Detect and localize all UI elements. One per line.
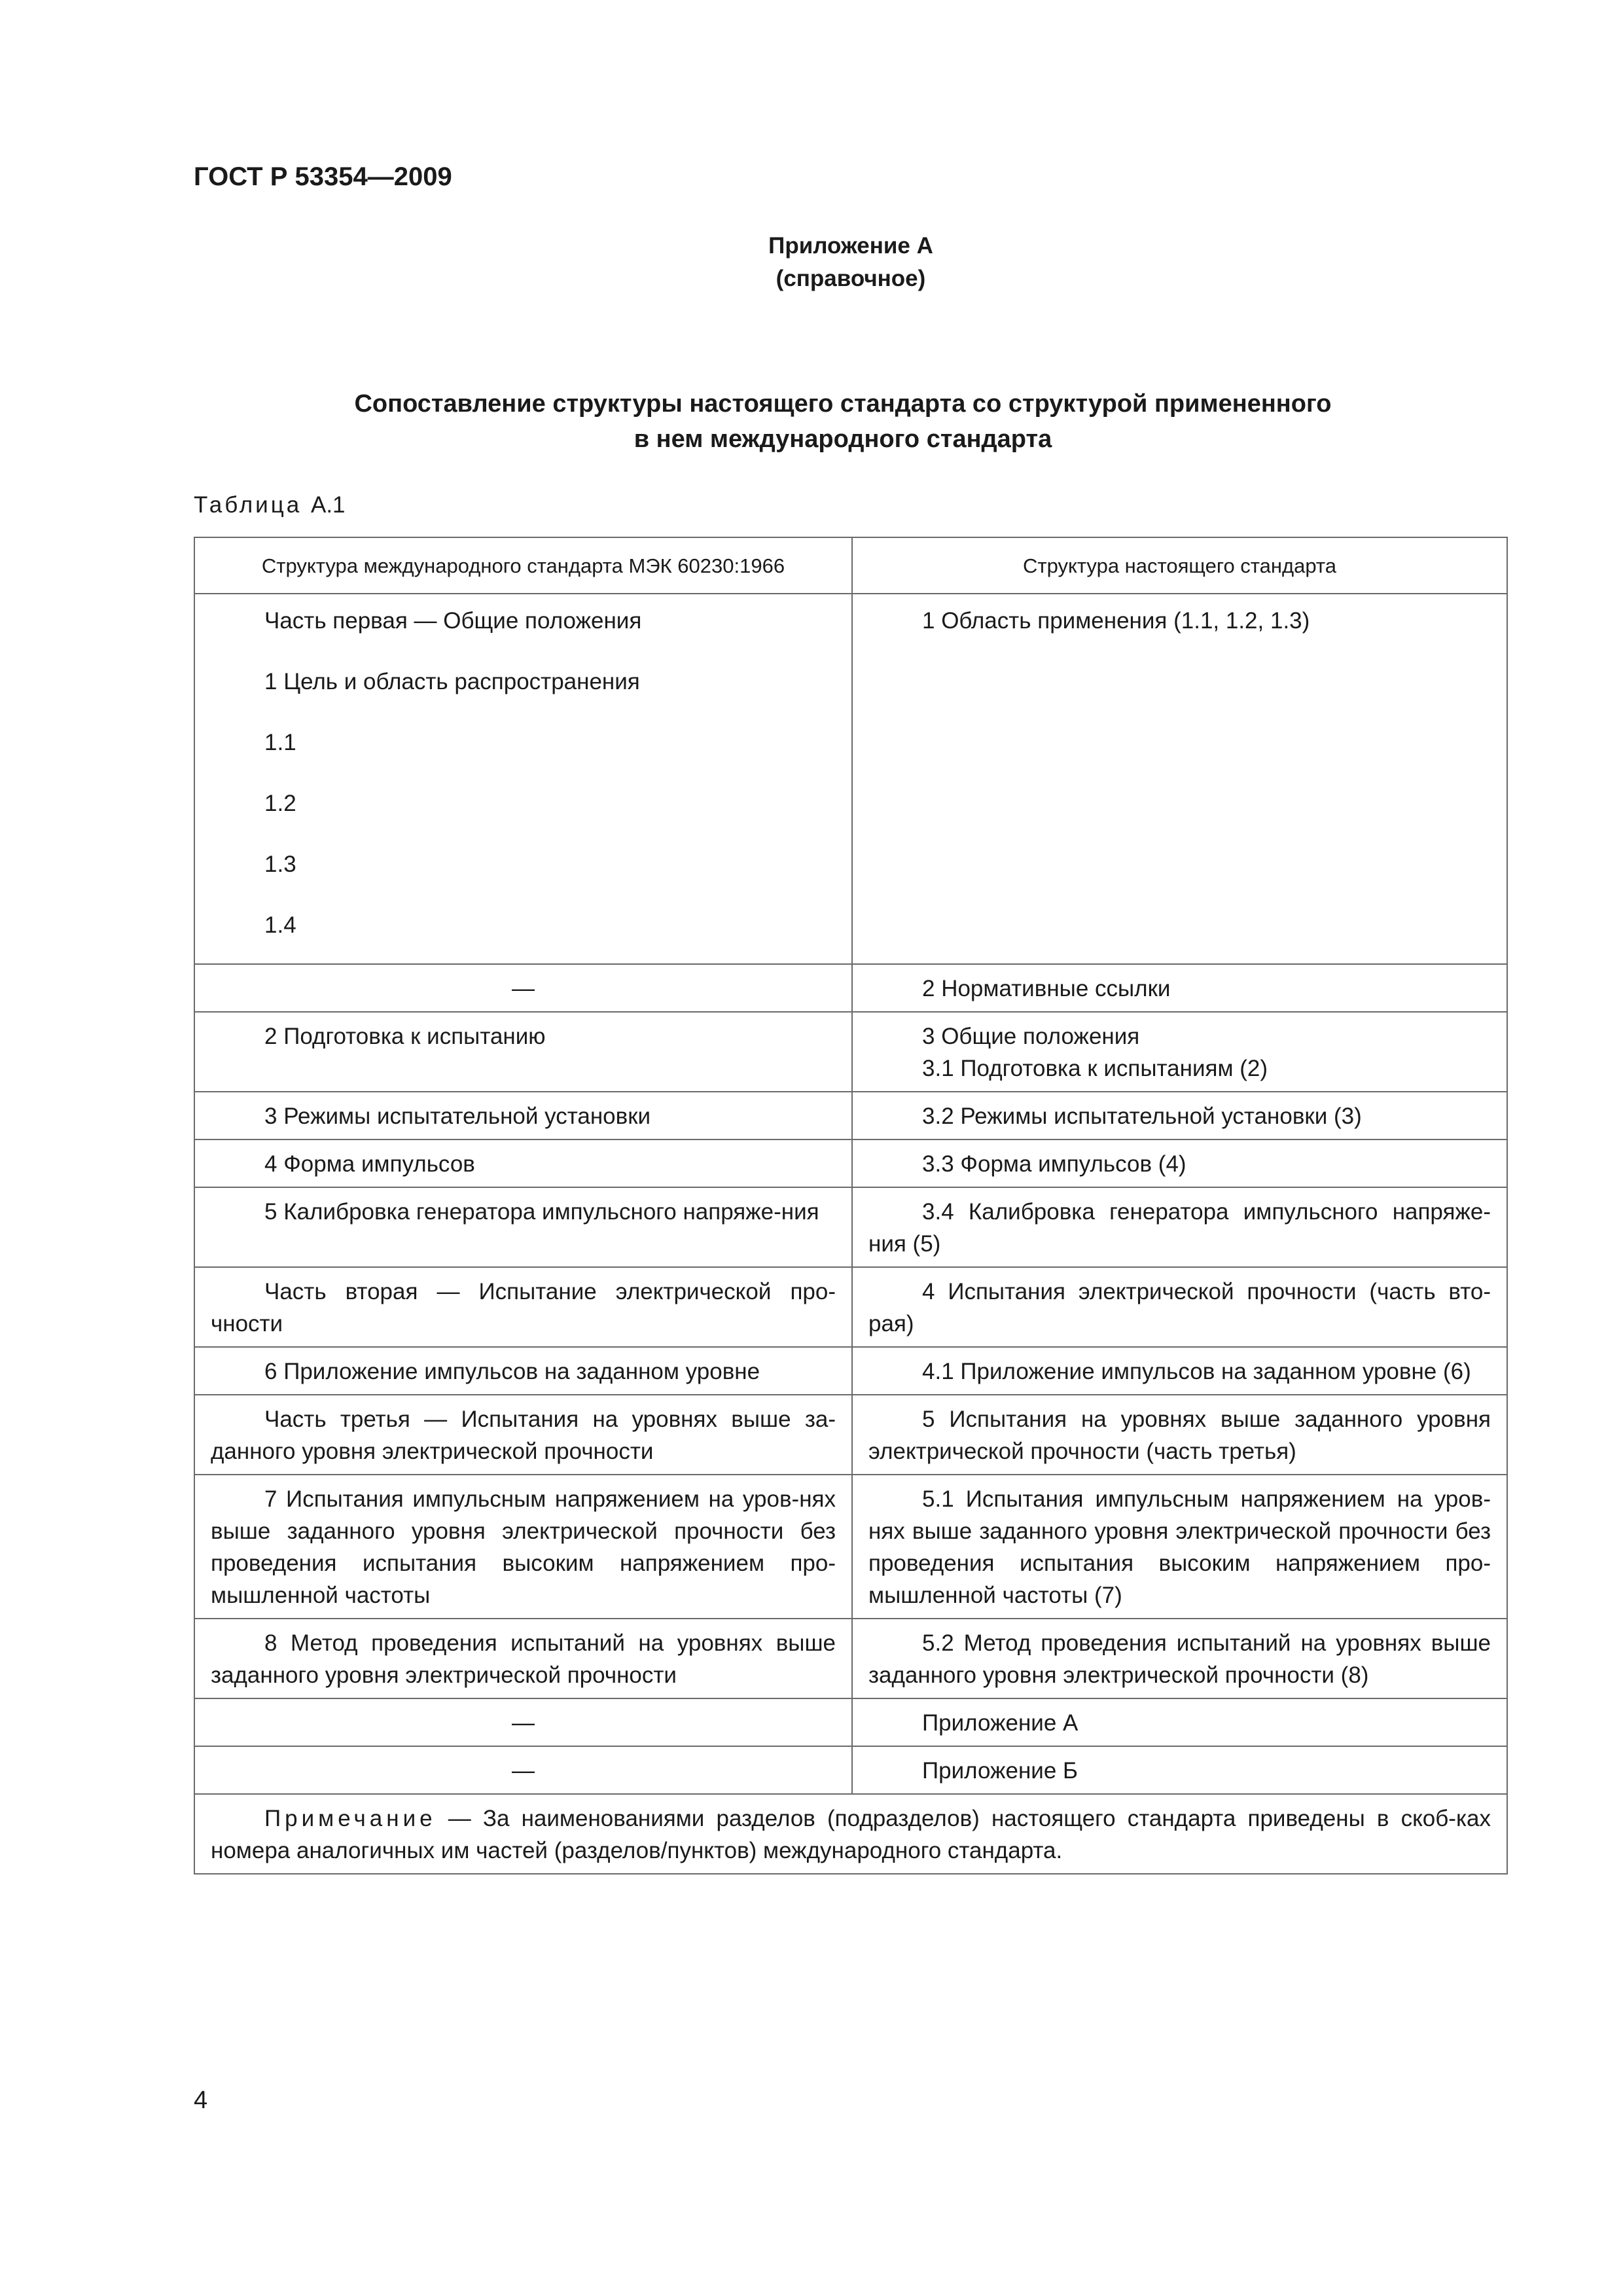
cell-line: 4 Форма импульсов	[264, 1151, 475, 1177]
table-cell-left: 7 Испытания импульсным напряжением на уров-нях выше заданного уровня электрической прочности без проведения испытания высоким напряжением про-мышленной частоты	[194, 1475, 852, 1619]
cell-line: Приложение А	[922, 1710, 1079, 1736]
table-cell-left: Часть вторая — Испытание электрической про-чности	[194, 1267, 852, 1347]
table-row	[194, 1746, 1507, 1794]
table-cell-left: 5 Калибровка генератора импульсного напряже-ния	[194, 1187, 852, 1267]
document-title-line-2: в нем международного стандарта	[633, 425, 1052, 453]
table-cell-right	[852, 1092, 1507, 1139]
appendix-type: (справочное)	[776, 266, 926, 291]
table-row	[194, 1187, 1507, 1267]
page-number: 4	[194, 2087, 208, 2114]
table-cell-right	[852, 1746, 1507, 1794]
table-row	[194, 1347, 1507, 1395]
table-cell-right: 5 Испытания на уровнях выше заданного уровня электрической прочности (часть третья)	[852, 1395, 1507, 1475]
cell-line: Часть первая — Общие положения	[264, 608, 642, 634]
table-label-word: Таблица	[194, 492, 302, 518]
document-code: ГОСТ Р 53354—2009	[194, 162, 452, 191]
table-cell-left: —	[194, 1746, 852, 1794]
table-cell-right	[852, 964, 1507, 1012]
note-text: — За наименованиями разделов (подразделов) настоящего стандарта приведены в скоб-ках номера аналогичных им частей (разделов/пунктов) международного стандарта.	[211, 1806, 1491, 1863]
cell-line: 3.1 Подготовка к испытаниям (2)	[922, 1056, 1268, 1081]
table-cell-right: 3.4 Калибровка генератора импульсного напряже-ния (5)	[852, 1187, 1507, 1267]
cell-line: 6 Приложение импульсов на заданном уровне	[264, 1359, 760, 1384]
table-row	[194, 1267, 1507, 1347]
cell-line: 2 Нормативные ссылки	[922, 976, 1171, 1001]
table-cell-right	[852, 594, 1507, 964]
table-label-number: А.1	[310, 492, 346, 518]
table-cell-right	[852, 1139, 1507, 1187]
table-row	[194, 1619, 1507, 1698]
cell-line: 3.2 Режимы испытательной установки (3)	[922, 1103, 1362, 1129]
document-title	[194, 386, 1492, 457]
table-cell-right: 4 Испытания электрической прочности (часть вто-рая)	[852, 1267, 1507, 1347]
table-row	[194, 594, 1507, 964]
table-label	[194, 492, 346, 518]
cell-line: 1.2	[264, 791, 296, 816]
table-cell-left: —	[194, 964, 852, 1012]
table-cell-right	[852, 1012, 1507, 1092]
cell-line: 3.3 Форма импульсов (4)	[922, 1151, 1186, 1177]
table-row	[194, 1698, 1507, 1746]
cell-line: 3 Общие положения	[922, 1024, 1140, 1049]
header-this-standard: Структура настоящего стандарта	[852, 537, 1507, 594]
table-cell-right: 5.1 Испытания импульсным напряжением на уров-нях выше заданного уровня электрической прочности без проведения испытания высоким напряжением про-мышленной частоты (7)	[852, 1475, 1507, 1619]
cell-line: 1.3	[264, 852, 296, 877]
table-header-row	[194, 537, 1507, 594]
cell-line: 1 Цель и область распространения	[264, 669, 640, 694]
table-cell-right	[852, 1698, 1507, 1746]
table-cell-left	[194, 1139, 852, 1187]
cell-line: 1.4	[264, 912, 296, 938]
table-cell-left: —	[194, 1698, 852, 1746]
table-row	[194, 1475, 1507, 1619]
cell-line: 3 Режимы испытательной установки	[264, 1103, 651, 1129]
table-cell-right	[852, 1347, 1507, 1395]
table-row	[194, 1139, 1507, 1187]
table-row	[194, 1092, 1507, 1139]
cell-line: 4.1 Приложение импульсов на заданном уровне (6)	[922, 1359, 1471, 1384]
cell-line: Приложение Б	[922, 1758, 1078, 1784]
appendix-title: Приложение А	[768, 233, 933, 259]
table-row	[194, 1395, 1507, 1475]
header-international-standard: Структура международного стандарта МЭК 60230:1966	[194, 537, 852, 594]
table-cell-left: 8 Метод проведения испытаний на уровнях выше заданного уровня электрической прочности	[194, 1619, 852, 1698]
table-row	[194, 964, 1507, 1012]
document-title-line-1: Сопоставление структуры настоящего стандарта со структурой примененного	[354, 390, 1332, 418]
note-label: Примечание	[264, 1806, 437, 1831]
table-row	[194, 1012, 1507, 1092]
cell-line: 1.1	[264, 730, 296, 755]
comparison-table	[194, 537, 1508, 1874]
cell-line: 2 Подготовка к испытанию	[264, 1024, 546, 1049]
table-cell-left	[194, 1347, 852, 1395]
table-cell-left	[194, 1012, 852, 1092]
table-cell-right: 5.2 Метод проведения испытаний на уровнях выше заданного уровня электрической прочности (8)	[852, 1619, 1507, 1698]
table-note-row	[194, 1794, 1507, 1874]
table-cell-left	[194, 1092, 852, 1139]
table-cell-left	[194, 594, 852, 964]
table-note	[194, 1794, 1507, 1874]
table-cell-left: Часть третья — Испытания на уровнях выше за-данного уровня электрической прочности	[194, 1395, 852, 1475]
cell-line: 1 Область применения (1.1, 1.2, 1.3)	[922, 608, 1310, 634]
